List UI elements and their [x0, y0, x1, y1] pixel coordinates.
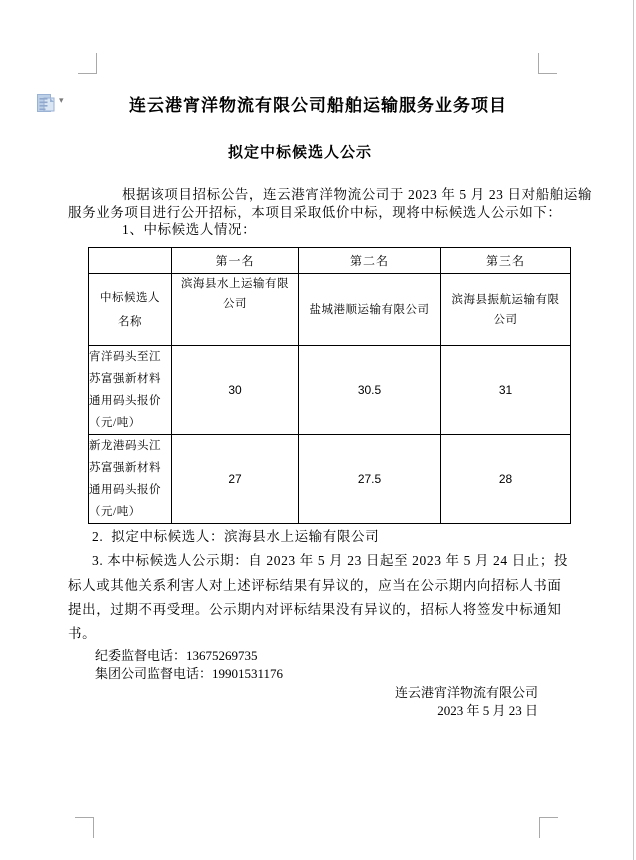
- cell-line: 公司: [223, 298, 247, 310]
- row-label-line: 宵洋码头至江: [89, 351, 161, 363]
- row-label-line: 苏富强新材料: [89, 373, 161, 385]
- item-3-line-1: 3. 本中标候选人公示期：自 2023 年 5 月 23 日起至 2023 年 5 月 24 日止；投: [92, 553, 569, 568]
- quote-value: 31: [441, 346, 571, 435]
- column-header-third: 第三名: [441, 248, 571, 274]
- table-cell: [172, 274, 299, 346]
- intro-line-2: 服务业务项目进行公开招标，本项目采取低价中标，现将中标候选人公示如下：: [68, 205, 562, 220]
- row-label-line: 新龙港码头江: [89, 440, 161, 452]
- row-label-line: （元/吨）: [89, 417, 141, 429]
- quote-value: 28: [441, 435, 571, 524]
- row-label-line: （元/吨）: [89, 506, 141, 518]
- candidate-table: [88, 247, 571, 524]
- page-subtitle: 拟定中标候选人公示: [227, 145, 372, 161]
- cell-line: 滨海县振航运输有限: [451, 293, 560, 306]
- item-3-line-3: 提出，过期不再受理。公示期内对评标结果没有异议的，招标人将签发中标通知: [68, 602, 562, 617]
- discipline-phone-line: 纪委监督电话：13675269735: [95, 648, 258, 663]
- table-cell: [441, 274, 571, 346]
- quote-value: 27: [172, 435, 299, 524]
- item-2-line: 2. 拟定中标候选人：滨海县水上运输有限公司: [92, 529, 380, 544]
- table-cell: [299, 274, 441, 346]
- cell-line: 公司: [493, 313, 518, 326]
- item-3-line-2: 标人或其他关系利害人对上述评标结果有异议的，应当在公示期内向招标人书面: [68, 578, 562, 593]
- column-header-first: 第一名: [172, 248, 299, 274]
- row-label-xiaoyang-quote: [89, 346, 172, 435]
- dropdown-arrow-icon[interactable]: ▾: [59, 96, 64, 106]
- item-3-line-4: 书。: [68, 626, 97, 641]
- quote-value: 30: [172, 346, 299, 435]
- quote-value: 27.5: [299, 435, 441, 524]
- row-label-line: 名称: [118, 315, 142, 328]
- row-label-xinlonggang-quote: [89, 435, 172, 524]
- text-boundary-mark-top-right: [538, 53, 557, 74]
- group-phone-line: 集团公司监督电话：19901531176: [95, 666, 284, 681]
- row-label-line: 中标候选人: [100, 291, 160, 304]
- intro-line-1: 根据该项目招标公告，连云港宵洋物流公司于 2023 年 5 月 23 日对船舶运输: [122, 187, 593, 202]
- column-header-second: 第二名: [299, 248, 441, 274]
- cell-line: 盐城港顺运输有限公司: [309, 303, 430, 316]
- text-boundary-mark-top-left: [78, 53, 97, 74]
- page-edge-line: [633, 0, 634, 860]
- row-label-line: 通用码头报价: [89, 484, 161, 496]
- row-label-line: 苏富强新材料: [89, 462, 161, 474]
- quote-value: 30.5: [299, 346, 441, 435]
- text-boundary-mark-bottom-right: [539, 817, 558, 838]
- text-boundary-mark-bottom-left: [75, 817, 94, 838]
- signature-date: 2023 年 5 月 23 日: [437, 703, 538, 718]
- row-label-candidate-name: [89, 274, 172, 346]
- row-label-line: 通用码头报价: [89, 395, 161, 407]
- list-item-1: 1、中标候选人情况：: [122, 222, 257, 237]
- page-title: 连云港宵洋物流有限公司船舶运输服务业务项目: [129, 96, 507, 115]
- column-header-blank: [89, 248, 172, 274]
- signature-company: 连云港宵洋物流有限公司: [394, 685, 538, 700]
- cell-line: 滨海县水上运输有限: [181, 278, 289, 290]
